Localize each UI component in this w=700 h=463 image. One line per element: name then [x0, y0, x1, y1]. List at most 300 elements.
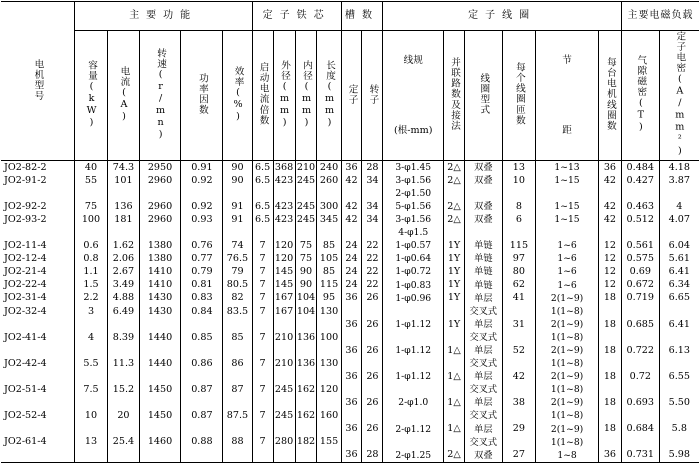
start-ratio-cell: [252, 187, 273, 200]
table-row: [1, 187, 699, 200]
current-density-cell: 5.98: [668, 449, 690, 461]
rotor-slots-cell: 26: [362, 292, 383, 305]
winding-type-cell: 交叉式: [465, 305, 503, 318]
model-cell: [1, 187, 74, 200]
stator-slots-cell: [341, 384, 362, 397]
current-density-cell: 6.55: [668, 370, 690, 382]
current-density-cell: 5.8: [671, 423, 687, 435]
rotor-slots-cell: 26: [362, 344, 383, 357]
inner-dia-cell: 75: [295, 240, 317, 253]
parallel-paths-cell: 1△: [444, 423, 465, 436]
wire-spec-cell: 2-φ1.25: [383, 449, 444, 462]
efficiency-cell: [223, 423, 252, 436]
parallel-paths-cell: [444, 357, 465, 370]
table-row: [1, 174, 699, 187]
wire-spec-cell: 2-φ1.0: [383, 397, 444, 410]
air-gap-flux-cell: 0.722: [621, 344, 659, 357]
header-speed: 转速(r/mn): [139, 31, 181, 161]
speed-cell: 2950: [139, 161, 181, 174]
winding-type-cell: 单链: [465, 279, 503, 292]
rotor-slots-cell: 28: [362, 449, 383, 462]
start-ratio-cell: [252, 226, 273, 239]
length-cell: 85: [317, 240, 341, 253]
power-factor-cell: 0.81: [181, 279, 223, 292]
pitch-cell: 1(1~8): [536, 410, 599, 423]
start-ratio-cell: [252, 397, 273, 410]
speed-cell: 1430: [139, 292, 181, 305]
header-wire-spec: [383, 31, 444, 161]
turns-cell: 13: [502, 161, 535, 174]
air-gap-flux-cell: 0.685: [621, 318, 659, 331]
parallel-paths-cell: 1Y: [444, 292, 465, 305]
header-turns-per-coil: 每个线圈匝数: [502, 31, 535, 161]
inner-dia-cell: 162: [296, 384, 316, 396]
coils-cell: 36: [598, 449, 621, 462]
wire-spec-cell: 2-φ1.12: [383, 423, 444, 436]
current-cell: 2.06: [108, 253, 139, 266]
parallel-paths-cell: 2△: [444, 213, 465, 226]
speed-cell: [139, 397, 181, 410]
pitch-cell: [536, 187, 599, 200]
power-factor-cell: 0.92: [181, 174, 223, 187]
inner-dia-cell: 104: [296, 305, 316, 317]
table-row: [1, 423, 699, 436]
rotor-slots-cell: 34: [362, 174, 383, 187]
model-cell: JO2-41-4: [1, 331, 74, 344]
table-row: [1, 253, 699, 266]
length-cell: 260: [317, 174, 341, 187]
current-cell: [108, 226, 139, 239]
table-row: [1, 384, 699, 397]
start-ratio-cell: 7: [252, 410, 273, 423]
parallel-paths-cell: 1△: [444, 397, 465, 410]
air-gap-flux-cell: 0.484: [621, 161, 659, 174]
stator-slots-cell: [341, 331, 362, 344]
table-row: [1, 344, 699, 357]
capacity-cell: 5.5: [74, 357, 107, 370]
capacity-cell: [74, 449, 107, 462]
rotor-slots-cell: 26: [362, 397, 383, 410]
pitch-cell: 1~6: [536, 253, 599, 266]
stator-slots-cell: 24: [341, 279, 362, 292]
header-start-current-ratio: 启动电流倍数: [252, 31, 273, 161]
header-stator-current-density: 定子电密(A/mm²): [659, 31, 699, 161]
current-density-cell: 6.65: [668, 292, 690, 304]
model-cell: [1, 423, 74, 436]
efficiency-cell: [223, 344, 252, 357]
turns-cell: 115: [502, 240, 535, 253]
current-density-cell: 6.04: [668, 240, 690, 252]
stator-slots-cell: [341, 410, 362, 423]
speed-cell: 1440: [139, 357, 181, 370]
stator-slots-cell: 24: [341, 253, 362, 266]
air-gap-flux-cell: 0.684: [621, 423, 659, 436]
capacity-cell: 10: [74, 410, 107, 423]
rotor-slots-cell: 26: [362, 370, 383, 383]
parallel-paths-cell: 2△: [444, 174, 465, 187]
coils-cell: [598, 305, 621, 318]
current-cell: 101: [108, 174, 139, 187]
outer-dia-cell: [273, 449, 295, 462]
air-gap-flux-cell: 0.427: [621, 174, 659, 187]
power-factor-cell: [181, 226, 223, 239]
current-density-cell: [659, 331, 699, 344]
inner-dia-cell: [295, 344, 317, 357]
winding-type-cell: 交叉式: [465, 410, 503, 423]
inner-dia-cell: 210: [296, 161, 316, 173]
current-density-cell: 6.41: [668, 266, 690, 278]
air-gap-flux-cell: [621, 410, 659, 423]
rotor-slots-cell: 34: [362, 213, 383, 226]
stator-slots-cell: 36: [341, 344, 362, 357]
air-gap-flux-cell: 0.693: [621, 397, 659, 410]
current-cell: [108, 397, 139, 410]
efficiency-cell: 85: [223, 331, 252, 344]
current-cell: 25.4: [108, 436, 139, 449]
length-cell: [317, 370, 341, 383]
start-ratio-cell: [252, 344, 273, 357]
model-cell: JO2-42-4: [1, 357, 74, 370]
pitch-cell: 2(1~9): [536, 292, 599, 305]
stator-slots-cell: 36: [341, 161, 362, 174]
parallel-paths-cell: [444, 331, 465, 344]
speed-cell: 1380: [139, 253, 181, 266]
current-cell: 6.49: [108, 305, 139, 318]
length-cell: [317, 397, 341, 410]
turns-cell: 10: [502, 174, 535, 187]
turns-cell: [502, 187, 535, 200]
current-cell: 2.67: [108, 266, 139, 279]
outer-dia-cell: 120: [274, 253, 294, 265]
outer-dia-cell: 423: [274, 174, 294, 186]
stator-slots-cell: 42: [341, 213, 362, 226]
pitch-cell: 1(1~8): [536, 331, 599, 344]
rotor-slots-cell: 22: [362, 253, 383, 266]
winding-type-cell: 双叠: [465, 161, 503, 174]
air-gap-flux-cell: [621, 226, 659, 239]
header-stator-winding: 定子线圈: [383, 2, 622, 31]
wire-spec-cell: [383, 305, 444, 318]
winding-type-cell: 交叉式: [465, 384, 503, 397]
speed-cell: 1440: [139, 331, 181, 344]
header-stator-slots: 定子: [341, 31, 362, 161]
outer-dia-cell: 120: [274, 240, 294, 252]
capacity-cell: [74, 423, 107, 436]
current-cell: [108, 344, 139, 357]
table-row: [1, 449, 699, 462]
coils-cell: [598, 331, 621, 344]
turns-cell: [502, 331, 535, 344]
efficiency-cell: 86: [223, 357, 252, 370]
model-cell: JO2-22-4: [1, 279, 74, 292]
current-density-cell: 4.07: [668, 213, 690, 225]
outer-dia-cell: [273, 187, 295, 200]
header-pitch: [536, 31, 599, 161]
air-gap-flux-cell: 0.463: [621, 200, 659, 213]
pitch-cell: 2(1~9): [536, 423, 599, 436]
wire-spec-cell: [383, 410, 444, 423]
winding-type-cell: [465, 187, 503, 200]
parallel-paths-cell: [444, 436, 465, 449]
inner-dia-cell: [295, 370, 317, 383]
air-gap-flux-cell: 0.672: [621, 279, 659, 292]
power-factor-cell: 0.88: [181, 436, 223, 449]
capacity-cell: 1.1: [74, 266, 107, 279]
stator-slots-cell: 36: [341, 449, 362, 462]
outer-dia-cell: 167: [274, 292, 294, 304]
header-rotor-slots: 转子: [362, 31, 383, 161]
capacity-cell: 7.5: [74, 384, 107, 397]
start-ratio-cell: 7: [252, 253, 273, 266]
header-pitch-bottom: 距: [562, 124, 572, 136]
model-cell: JO2-82-2: [1, 161, 74, 174]
winding-type-cell: 单层: [465, 318, 503, 331]
coils-cell: 12: [598, 240, 621, 253]
power-factor-cell: 0.77: [181, 253, 223, 266]
inner-dia-cell: 245: [296, 174, 316, 186]
air-gap-flux-cell: 0.512: [621, 213, 659, 226]
start-ratio-cell: 7: [252, 436, 273, 449]
start-ratio-cell: 7: [252, 292, 273, 305]
length-cell: 130: [317, 357, 341, 370]
efficiency-cell: 90: [223, 174, 252, 187]
current-density-cell: 6.13: [668, 344, 690, 356]
power-factor-cell: [181, 318, 223, 331]
inner-dia-cell: 182: [296, 436, 316, 448]
start-ratio-cell: 6.5: [252, 213, 273, 226]
speed-cell: 1450: [139, 384, 181, 397]
start-ratio-cell: 7: [252, 266, 273, 279]
header-outer-diameter: 外径(mm): [273, 31, 295, 161]
stator-slots-cell: 36: [341, 397, 362, 410]
model-cell: JO2-32-4: [1, 305, 74, 318]
parallel-paths-cell: 1△: [444, 370, 465, 383]
power-factor-cell: [181, 423, 223, 436]
coils-cell: [598, 226, 621, 239]
header-model: 电机型号: [1, 2, 74, 161]
length-cell: 85: [317, 266, 341, 279]
pitch-cell: 1~15: [536, 174, 599, 187]
pitch-cell: 2(1~9): [536, 344, 599, 357]
start-ratio-cell: 7: [252, 384, 273, 397]
current-density-cell: 5.50: [668, 397, 690, 409]
efficiency-cell: [223, 226, 252, 239]
rotor-slots-cell: [362, 436, 383, 449]
parallel-paths-cell: 2△: [444, 449, 465, 462]
pitch-cell: 1~15: [536, 200, 599, 213]
rotor-slots-cell: 34: [362, 200, 383, 213]
efficiency-cell: 79: [223, 266, 252, 279]
capacity-cell: [74, 370, 107, 383]
capacity-cell: 13: [74, 436, 107, 449]
current-density-cell: [659, 187, 699, 200]
winding-type-cell: 单层: [465, 292, 503, 305]
capacity-cell: 100: [74, 213, 107, 226]
winding-type-cell: [465, 226, 503, 239]
current-cell: [108, 318, 139, 331]
speed-cell: 2960: [139, 213, 181, 226]
outer-dia-cell: [273, 370, 295, 383]
outer-dia-cell: 245: [274, 410, 294, 422]
capacity-cell: 0.6: [74, 240, 107, 253]
current-cell: [108, 370, 139, 383]
capacity-cell: [74, 318, 107, 331]
pitch-cell: 1~15: [536, 213, 599, 226]
outer-dia-cell: 145: [274, 266, 294, 278]
turns-cell: [502, 384, 535, 397]
inner-dia-cell: [295, 397, 317, 410]
winding-type-cell: 单链: [465, 253, 503, 266]
power-factor-cell: 0.79: [181, 266, 223, 279]
efficiency-cell: [223, 370, 252, 383]
inner-dia-cell: [295, 187, 317, 200]
turns-cell: 29: [502, 423, 535, 436]
rotor-slots-cell: [362, 331, 383, 344]
coils-cell: 12: [598, 253, 621, 266]
speed-cell: [139, 318, 181, 331]
stator-slots-cell: 42: [341, 174, 362, 187]
stator-slots-cell: [341, 226, 362, 239]
start-ratio-cell: 6.5: [252, 200, 273, 213]
outer-dia-cell: 423: [274, 213, 294, 225]
efficiency-cell: [223, 397, 252, 410]
speed-cell: [139, 449, 181, 462]
turns-cell: 80: [502, 266, 535, 279]
pitch-cell: 2(1~9): [536, 318, 599, 331]
current-density-cell: 4: [676, 200, 683, 212]
header-wire-spec-top: 线规: [403, 54, 423, 66]
length-cell: 300: [317, 200, 341, 213]
efficiency-cell: [223, 449, 252, 462]
header-main-perf: 主要功能: [74, 2, 252, 31]
current-density-cell: [659, 226, 699, 239]
wire-spec-cell: 3-φ1.56: [383, 174, 444, 187]
capacity-cell: [74, 344, 107, 357]
air-gap-flux-cell: 0.719: [621, 292, 659, 305]
start-ratio-cell: [252, 370, 273, 383]
power-factor-cell: 0.84: [181, 305, 223, 318]
air-gap-flux-cell: [621, 187, 659, 200]
current-density-cell: [659, 305, 699, 318]
turns-cell: 42: [502, 370, 535, 383]
rotor-slots-cell: [362, 187, 383, 200]
speed-cell: 1410: [139, 266, 181, 279]
capacity-cell: 4: [74, 331, 107, 344]
air-gap-flux-cell: 0.72: [621, 370, 659, 383]
power-factor-cell: 0.85: [181, 331, 223, 344]
power-factor-cell: 0.92: [181, 200, 223, 213]
power-factor-cell: 0.93: [181, 213, 223, 226]
winding-type-cell: 单层: [465, 344, 503, 357]
parallel-paths-cell: 1Y: [444, 266, 465, 279]
efficiency-cell: 87: [223, 384, 252, 397]
speed-cell: 1380: [139, 240, 181, 253]
table-row: [1, 292, 699, 305]
pitch-cell: 1(1~8): [536, 384, 599, 397]
table-row: [1, 305, 699, 318]
table-row: [1, 279, 699, 292]
outer-dia-cell: 280: [274, 436, 294, 448]
capacity-cell: [74, 397, 107, 410]
stator-slots-cell: [341, 187, 362, 200]
turns-cell: [502, 410, 535, 423]
current-density-cell: 6.41: [668, 318, 690, 330]
header-capacity: 容量(kW): [74, 31, 107, 161]
wire-spec-cell: 1-φ1.12: [383, 370, 444, 383]
current-density-cell: 4.18: [668, 161, 690, 173]
current-density-cell: 6.34: [668, 279, 690, 291]
outer-dia-cell: 368: [274, 161, 294, 173]
pitch-cell: 1~8: [536, 449, 599, 462]
outer-dia-cell: [273, 397, 295, 410]
rotor-slots-cell: [362, 384, 383, 397]
capacity-cell: [74, 187, 107, 200]
winding-type-cell: 单链: [465, 240, 503, 253]
air-gap-flux-cell: 0.561: [621, 240, 659, 253]
wire-spec-cell: 1-φ0.57: [383, 240, 444, 253]
table-row: [1, 370, 699, 383]
length-cell: 160: [317, 410, 341, 423]
model-cell: [1, 344, 74, 357]
start-ratio-cell: 7: [252, 331, 273, 344]
wire-spec-cell: 3-φ1.45: [383, 161, 444, 174]
rotor-slots-cell: 22: [362, 266, 383, 279]
table-body: [1, 161, 699, 462]
inner-dia-cell: 136: [296, 357, 316, 369]
stator-slots-cell: 24: [341, 266, 362, 279]
table-row: [1, 331, 699, 344]
model-cell: JO2-61-4: [1, 436, 74, 449]
header-coils-per-motor: 每台电机线圈数: [598, 31, 621, 161]
wire-spec-cell: [383, 357, 444, 370]
winding-type-cell: 交叉式: [465, 357, 503, 370]
pitch-cell: [536, 226, 599, 239]
efficiency-cell: 90: [223, 161, 252, 174]
wire-spec-cell: 4-φ1.5: [383, 226, 444, 239]
coils-cell: 12: [598, 266, 621, 279]
air-gap-flux-cell: [621, 384, 659, 397]
parallel-paths-cell: 2△: [444, 200, 465, 213]
spec-table-page: [0, 1, 700, 461]
inner-dia-cell: [295, 423, 317, 436]
wire-spec-cell: 1-φ1.12: [383, 318, 444, 331]
speed-cell: 2960: [139, 200, 181, 213]
start-ratio-cell: [252, 423, 273, 436]
wire-spec-cell: [383, 331, 444, 344]
stator-slots-cell: 36: [341, 370, 362, 383]
turns-cell: 62: [502, 279, 535, 292]
length-cell: [317, 344, 341, 357]
power-factor-cell: [181, 344, 223, 357]
table-row: [1, 266, 699, 279]
length-cell: 105: [317, 253, 341, 266]
parallel-paths-cell: 1Y: [444, 318, 465, 331]
coils-cell: 18: [598, 397, 621, 410]
length-cell: [317, 449, 341, 462]
current-density-cell: [659, 436, 699, 449]
inner-dia-cell: 245: [296, 200, 316, 212]
current-cell: 15.2: [108, 384, 139, 397]
model-cell: JO2-91-2: [1, 174, 74, 187]
inner-dia-cell: 90: [295, 279, 317, 292]
turns-cell: 38: [502, 397, 535, 410]
pitch-cell: 1~6: [536, 266, 599, 279]
winding-type-cell: 交叉式: [465, 331, 503, 344]
length-cell: 240: [317, 161, 341, 174]
model-cell: [1, 318, 74, 331]
length-cell: [317, 318, 341, 331]
wire-spec-cell: 1-φ0.96: [383, 292, 444, 305]
